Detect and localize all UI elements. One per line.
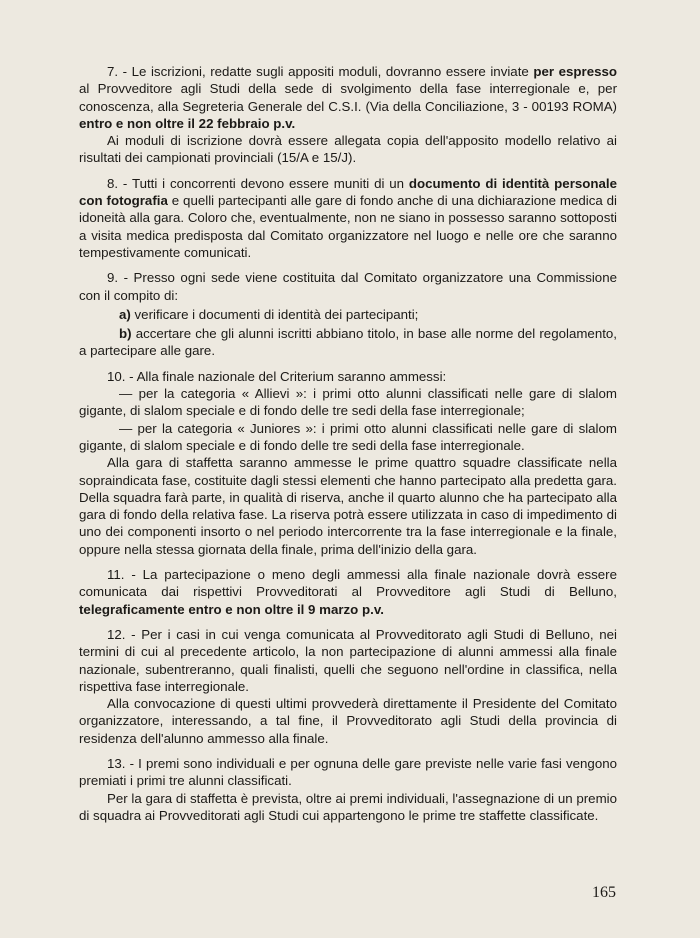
paragraph-10-allievi: — per la categoria « Allievi »: i primi otto alunni classificati nelle gare di slalom gigante, di slalom speciale e di fondo delle tre sedi della fase interregionale; — [79, 386, 617, 419]
paragraph-9: 9. - Presso ogni sede viene costituita dal Comitato organizzatore una Commissione con il compito di: — [79, 270, 617, 303]
paragraph-12-continued: Alla convocazione di questi ultimi provvederà direttamente il Presidente del Comitato organizzatore, interessando, a tal fine, il Provveditorato agli Studi della provincia di residenza dell'alunno ammesso alla finale. — [79, 696, 617, 746]
emphasis-deadline-9-march: telegraficamente entro e non oltre il 9 marzo p.v. — [79, 601, 384, 617]
paragraph-11: 11. - La partecipazione o meno degli ammessi alla finale nazionale dovrà essere comunicata dai rispettivi Provveditorati al Provveditore agli Studi di Belluno, telegraficamente entro e non oltre il 9 marzo p.v. — [79, 567, 617, 617]
paragraph-10: 10. - Alla finale nazionale del Criterium saranno ammessi: — [107, 368, 447, 384]
paragraph-10-juniores: — per la categoria « Juniores »: i primi otto alunni classificati nelle gare di slalom gigante, di slalom speciale e di fondo delle tre sedi della fase interregionale. — [79, 420, 617, 453]
paragraph-13-continued: Per la gara di staffetta è prevista, oltre ai premi individuali, l'assegnazione di un premio di squadra ai Provveditorati agli Studi cui appartengono le prime tre staffette classificate. — [79, 790, 617, 823]
emphasis-deadline-22-feb: entro e non oltre il 22 febbraio p.v. — [79, 115, 296, 131]
paragraph-8: 8. - Tutti i concorrenti devono essere muniti di un documento di identità personale con fotografia e quelli partecipanti alle gare di fondo anche di una dichiarazione medica di idoneità alla gara. Coloro che, eventualmente, non ne siano in possesso saranno sottoposti a visita medica predisposta dal Comitato organizzatore nel luogo e nelle ore che saranno tempestivamente comunicati. — [79, 175, 617, 260]
paragraph-7: 7. - Le iscrizioni, redatte sugli appositi moduli, dovranno essere inviate per espresso al Provveditore agli Studi della sede di svolgimento della fase interregionale e, per conoscenza, alla Segreteria Generale del C.S.I. (Via della Conciliazione, 3 - 00193 ROMA) entro e non oltre il 22 febbraio p.v. — [79, 64, 618, 131]
paragraph-10-relay: Alla gara di staffetta saranno ammesse le prime quattro squadre classificate nella sopraindicata fase, costituite dagli stessi elementi che hanno partecipato alla predetta gara. Della squadra farà parte, in qualità di riserva, anche il quarto alunno che ha partecipato alla gara di fondo della relativa fase. La riserva potrà essere utilizzata in caso di impedimento di uno dei componenti insorto o nel periodo intercorrente tra la fase interregionale e la finale, oppure nella stessa giornata della finale, prima dell'inizio della gara. — [79, 455, 617, 557]
paragraph-9-item-b: b) accertare che gli alunni iscritti abbiano titolo, in base alle norme del regolamento, a partecipare alle gare. — [79, 326, 617, 359]
paragraph-13: 13. - I premi sono individuali e per ognuna delle gare previste nelle varie fasi vengono premiati i primi tre alunni classificati. — [79, 755, 617, 789]
paragraph-12: 12. - Per i casi in cui venga comunicata al Provveditorato agli Studi di Belluno, nei termini di cui al precedente articolo, la non partecipazione di alunni ammessi alla finale nazionale, subentreranno, quali finalisti, quelli che seguono nell'ordine in classifica, nella rispettiva fase interregionale. — [79, 626, 617, 694]
page-number: 165 — [592, 884, 616, 901]
body-text — [79, 63, 617, 824]
emphasis-per-espresso: per espresso — [533, 64, 618, 79]
emphasis-id-document: documento di identità personale con fotografia — [79, 175, 617, 209]
paragraph-9-item-a: a) verificare i documenti di identità dei partecipanti; — [119, 306, 419, 322]
paragraph-7-continued: Ai moduli di iscrizione dovrà essere allegata copia dell'apposito modello relativo ai risultati dei campionati provinciali (15/A e 15/J). — [79, 133, 617, 166]
